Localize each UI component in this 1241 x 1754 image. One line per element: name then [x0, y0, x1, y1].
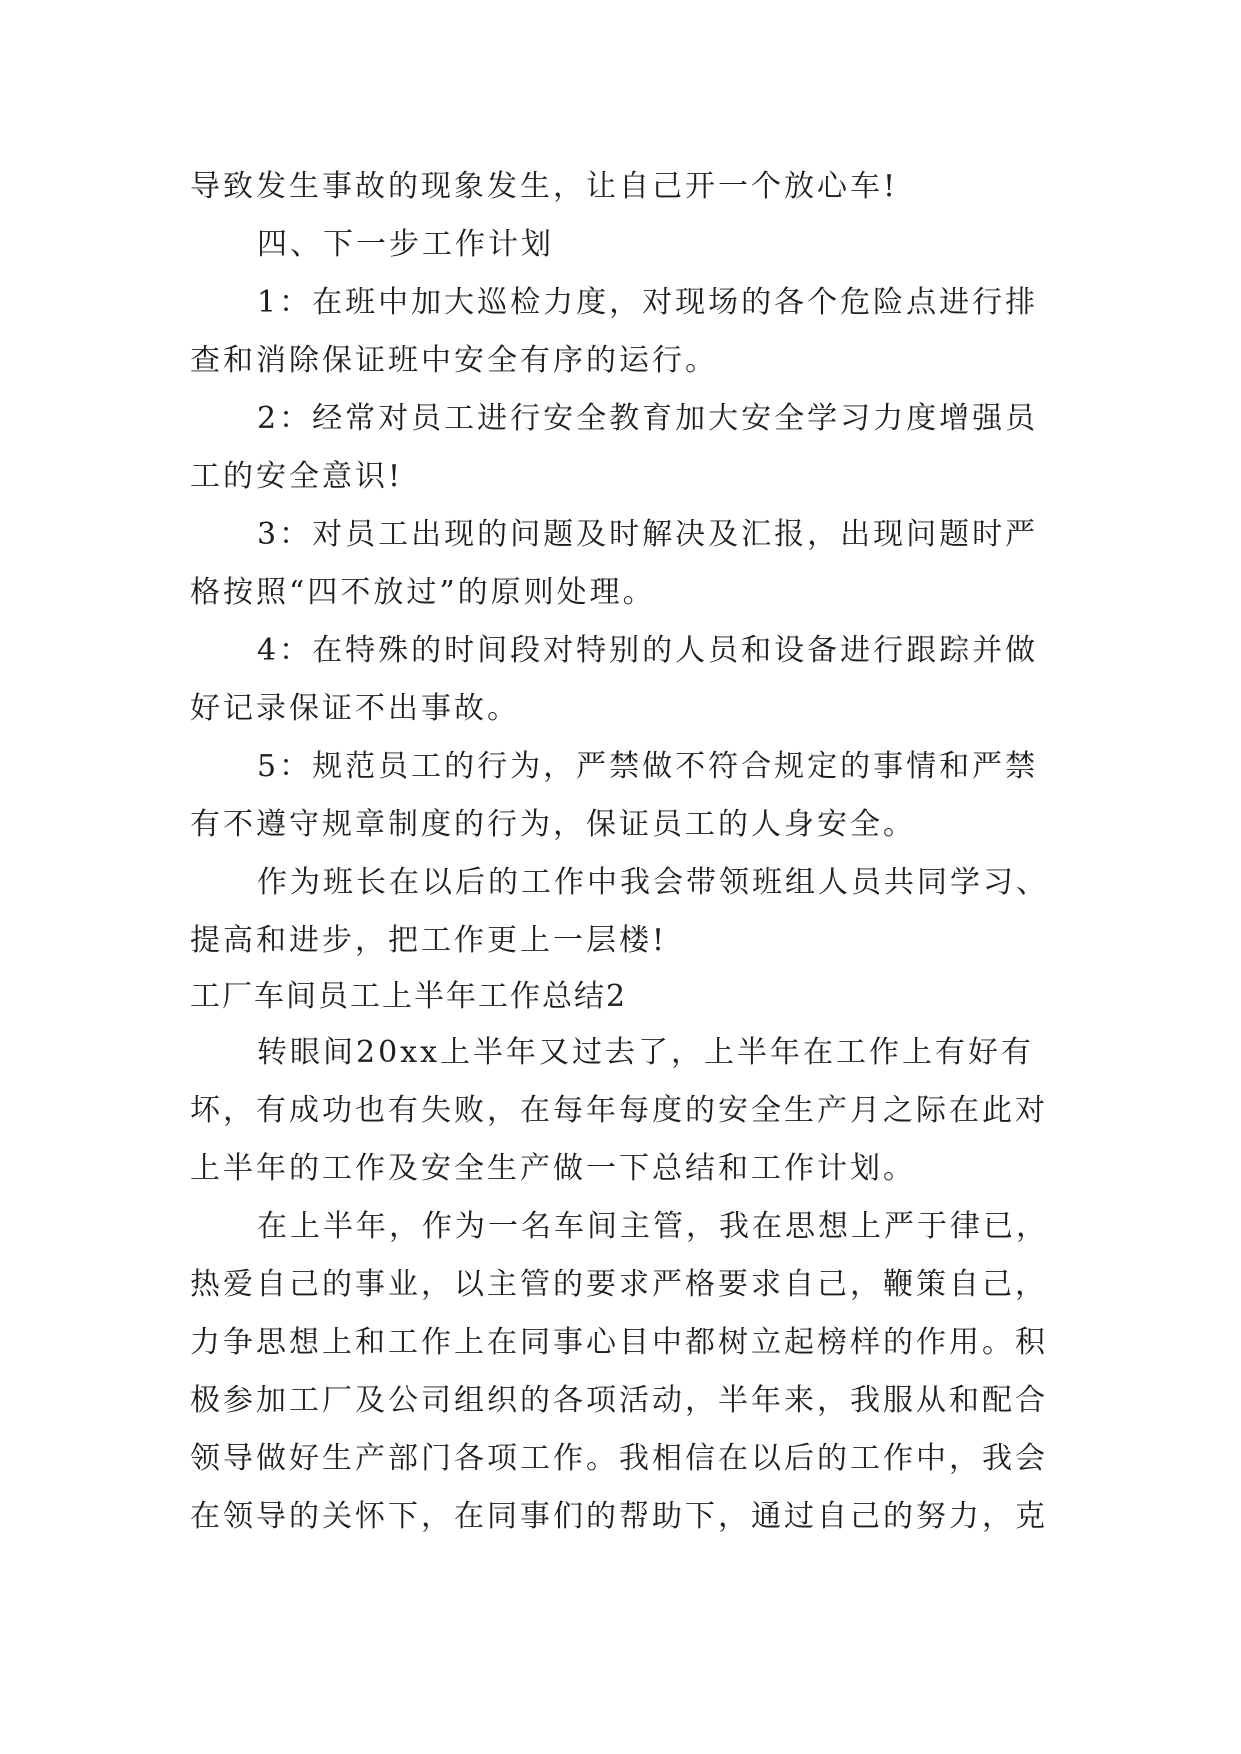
text-line: 在领导的关怀下，在同事们的帮助下，通过自己的努力，克 — [190, 1499, 1048, 1534]
text-line: 力争思想上和工作上在同事心目中都树立起榜样的作用。积 — [190, 1325, 1048, 1360]
article-title: 工厂车间员工上半年工作总结2 — [190, 979, 628, 1014]
text-line: 导致发生事故的现象发生，让自己开一个放心车! — [190, 169, 899, 204]
document-body — [190, 158, 1050, 1546]
text-line: 作为班长在以后的工作中我会带领班组人员共同学习、 — [257, 865, 1049, 900]
text-line: 工的安全意识! — [190, 459, 404, 494]
text-line: 在上半年，作为一名车间主管，我在思想上严于律已， — [257, 1209, 1049, 1244]
text-line: 1：在班中加大巡检力度，对现场的各个危险点进行排 — [257, 285, 1039, 320]
text-line: 坏，有成功也有失败，在每年每度的安全生产月之际在此对 — [190, 1093, 1048, 1128]
text-line: 提高和进步，把工作更上一层楼! — [190, 923, 668, 958]
text-line: 上半年的工作及安全生产做一下总结和工作计划。 — [190, 1151, 916, 1186]
text-line: 4：在特殊的时间段对特别的人员和设备进行跟踪并做 — [257, 633, 1039, 668]
text-line: 好记录保证不出事故。 — [190, 691, 520, 726]
text-line: 领导做好生产部门各项工作。我相信在以后的工作中，我会 — [190, 1441, 1048, 1476]
text-line: 5：规范员工的行为，严禁做不符合规定的事情和严禁 — [257, 749, 1039, 784]
text-line: 2：经常对员工进行安全教育加大安全学习力度增强员 — [257, 401, 1039, 436]
text-line: 格按照“四不放过”的原则处理。 — [190, 575, 656, 610]
text-line: 查和消除保证班中安全有序的运行。 — [190, 343, 718, 378]
text-line: 有不遵守规章制度的行为，保证员工的人身安全。 — [190, 807, 916, 842]
section-heading: 四、下一步工作计划 — [257, 227, 554, 262]
text-line: 极参加工厂及公司组织的各项活动，半年来，我服从和配合 — [190, 1383, 1048, 1418]
text-line: 热爱自己的事业，以主管的要求严格要求自己，鞭策自己， — [190, 1267, 1048, 1302]
text-line: 转眼间20xx上半年又过去了，上半年在工作上有好有 — [257, 1035, 1035, 1070]
text-line: 3：对员工出现的问题及时解决及汇报，出现问题时严 — [257, 517, 1039, 552]
